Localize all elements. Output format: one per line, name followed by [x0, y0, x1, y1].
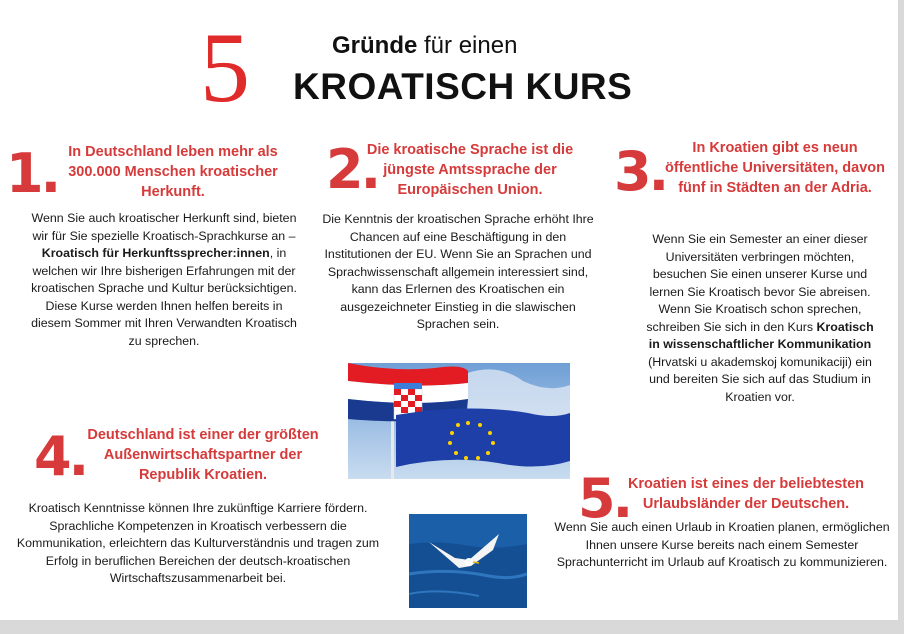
reason-3-heading: In Kroatien gibt es neun öffentliche Universitäten, davon fünf in Städten an der Adria. — [665, 140, 885, 196]
reason-3-text-start: Wenn Sie ein Semester an einer dieser Universitäten verbringen möchten, besuchen Sie einen unserer Kurse und lernen Sie Kroatisch bevor Sie abreisen. Wenn Sie Kroatisch schon sprechen, schreiben Sie sich in den Kurs — [646, 232, 871, 334]
reason-3-number: 3. — [614, 140, 667, 203]
reason-1-text-bold: Kroatisch für Herkunftssprecher:innen — [41, 246, 270, 260]
seagull-photo — [409, 514, 527, 608]
reason-2-heading: Die kroatische Sprache ist die jüngste Amtssprache der Europäischen Union. — [366, 142, 574, 198]
flags-photo — [348, 363, 570, 479]
reason-5-text: Wenn Sie auch einen Urlaub in Kroatien planen, ermöglichen Ihnen unsere Kurse bereits nach einem Semester Sprachunterricht im Urlaub auf Kroatisch zu kommunizieren. — [554, 520, 890, 569]
reason-2-text: Die Kenntnis der kroatischen Sprache erhöht Ihre Chancen auf eine Beschäftigung in den Institutionen der EU. Wenn Sie an Sprachen und Sprachwissenschaft allgemein interessiert sind, kann das Erlernen des Kroatischen ein ausgezeichneter Einstieg in die slawischen Sprachen sein. — [322, 212, 594, 331]
reason-1-number: 1. — [6, 142, 59, 205]
reason-4-number: 4. — [34, 425, 87, 488]
reason-3-text — [640, 231, 880, 406]
reason-4-text: Kroatisch Kenntnisse können Ihre zukünftige Karriere fördern. Sprachliche Kompetenzen in Kroatisch verbessern die Kommunikation, erleichtern das Kulturverständnis und tragen zum Erfolg in beruflichen Bereichen der deutsch-kroatischen Wirtschaftszusammenarbeit bei. — [16, 501, 380, 585]
title-big-number: 5 — [200, 12, 248, 123]
seagull-illustration — [409, 514, 527, 608]
reason-1-text-start: Wenn Sie auch kroatischer Herkunft sind, bieten wir für Sie spezielle Kroatisch-Sprachkurse an – — [31, 211, 297, 243]
title-rest: für einen — [417, 32, 518, 59]
reason-5-heading: Kroatien ist eines der beliebtesten Urlaubsländer der Deutschen. — [627, 476, 865, 512]
flags-illustration — [348, 363, 570, 479]
reason-4-heading: Deutschland ist einer der größten Außenwirtschaftspartner der Republik Kroatien. — [87, 427, 319, 483]
reason-2-number: 2. — [326, 138, 379, 201]
reason-3-text-end: (Hrvatski u akademskoj komunikaciji) ein und bereiten Sie sich auf das Studium in Kroatien vor. — [648, 354, 872, 404]
reason-3-text-bold: Kroatisch in wissenschaftlicher Kommunikation — [648, 319, 874, 351]
page-title: KROATISCH KURS — [293, 66, 633, 107]
reason-1-heading: In Deutschland leben mehr als 300.000 Menschen kroatischer Herkunft. — [68, 144, 278, 200]
reason-1-text-end: , in welchen wir Ihre bisherigen Erfahrungen mit der kroatischen Sprache und Kultur berücksichtigen. Diese Kurse werden Ihnen helfen bereits in diesem Sommer mit Ihren Verwandten Kroatisch zu sprechen. — [31, 246, 297, 348]
title-bold-word: Gründe — [332, 32, 418, 59]
reason-1-text — [26, 210, 302, 350]
reason-5-number: 5. — [578, 467, 631, 530]
title-line-1 — [332, 32, 517, 60]
